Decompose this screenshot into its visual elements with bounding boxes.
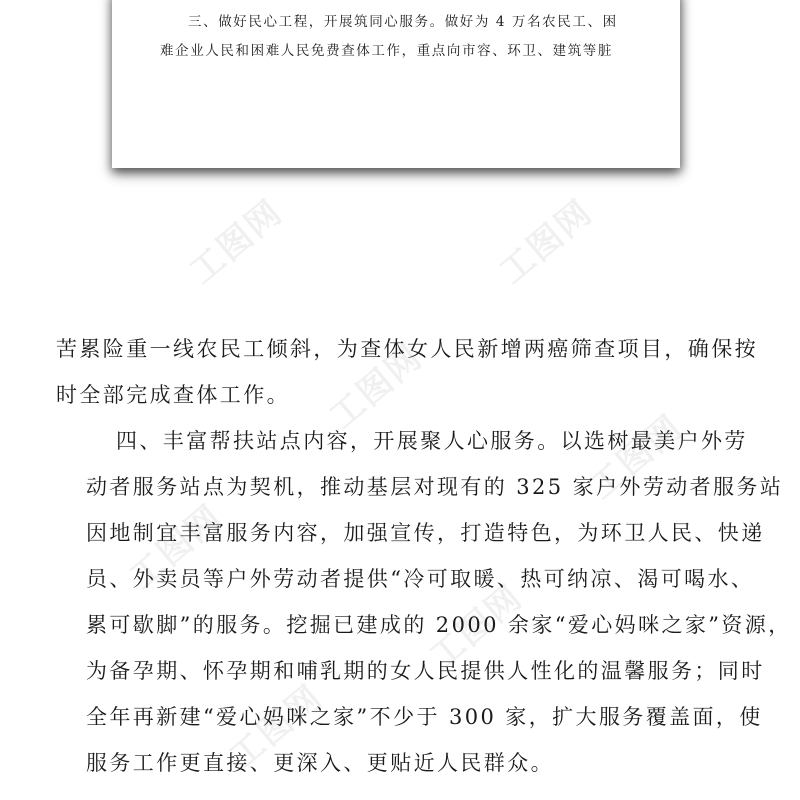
watermark: 工图网 — [422, 577, 531, 678]
watermark: 工图网 — [492, 192, 601, 293]
card-text-line: 难企业人民和困难人民免费查体工作，重点向市容、环卫、建筑等脏 — [160, 43, 613, 59]
body-text-line: 四、丰富帮扶站点内容，开展聚人心服务。以选树最美户外劳 — [116, 429, 748, 453]
body-text-line: 动者服务站点为契机，推动基层对现有的 325 家户外劳动者服务站 — [86, 475, 784, 499]
body-text-line: 苦累险重一线农民工倾斜，为查体女人民新增两癌筛查项目，确保按 — [56, 337, 758, 361]
card-paragraph — [160, 8, 660, 66]
watermark: 工图网 — [322, 337, 431, 438]
body-text-line: 累可歇脚”的服务。挖掘已建成的 2000 余家“爱心妈咪之家”资源， — [86, 613, 792, 637]
body-text-line: 因地制宜丰富服务内容，加强宣传，打造特色，为环卫人民、快递 — [86, 521, 765, 545]
watermark: 工图网 — [182, 192, 291, 293]
card-text-line: 三、做好民心工程，开展筑同心服务。做好为 4 万名农民工、困 — [188, 14, 618, 30]
body-paragraphs — [56, 326, 792, 786]
watermark: 工图网 — [122, 497, 231, 598]
document-page-preview — [112, 0, 680, 168]
body-text-line: 时全部完成查体工作。 — [56, 383, 290, 407]
body-text-line: 员、外卖员等户外劳动者提供“冷可取暖、热可纳凉、渴可喝水、 — [86, 567, 755, 591]
body-text-line: 为备孕期、怀孕期和哺乳期的女人民提供人性化的温馨服务；同时 — [86, 659, 765, 683]
watermark: 工图网 — [582, 407, 691, 508]
body-text-line: 服务工作更直接、更深入、更贴近人民群众。 — [86, 751, 554, 775]
body-text-line: 全年再新建“爱心妈咪之家”不少于 300 家，扩大服务覆盖面，使 — [86, 705, 763, 729]
watermark: 工图网 — [222, 677, 331, 778]
